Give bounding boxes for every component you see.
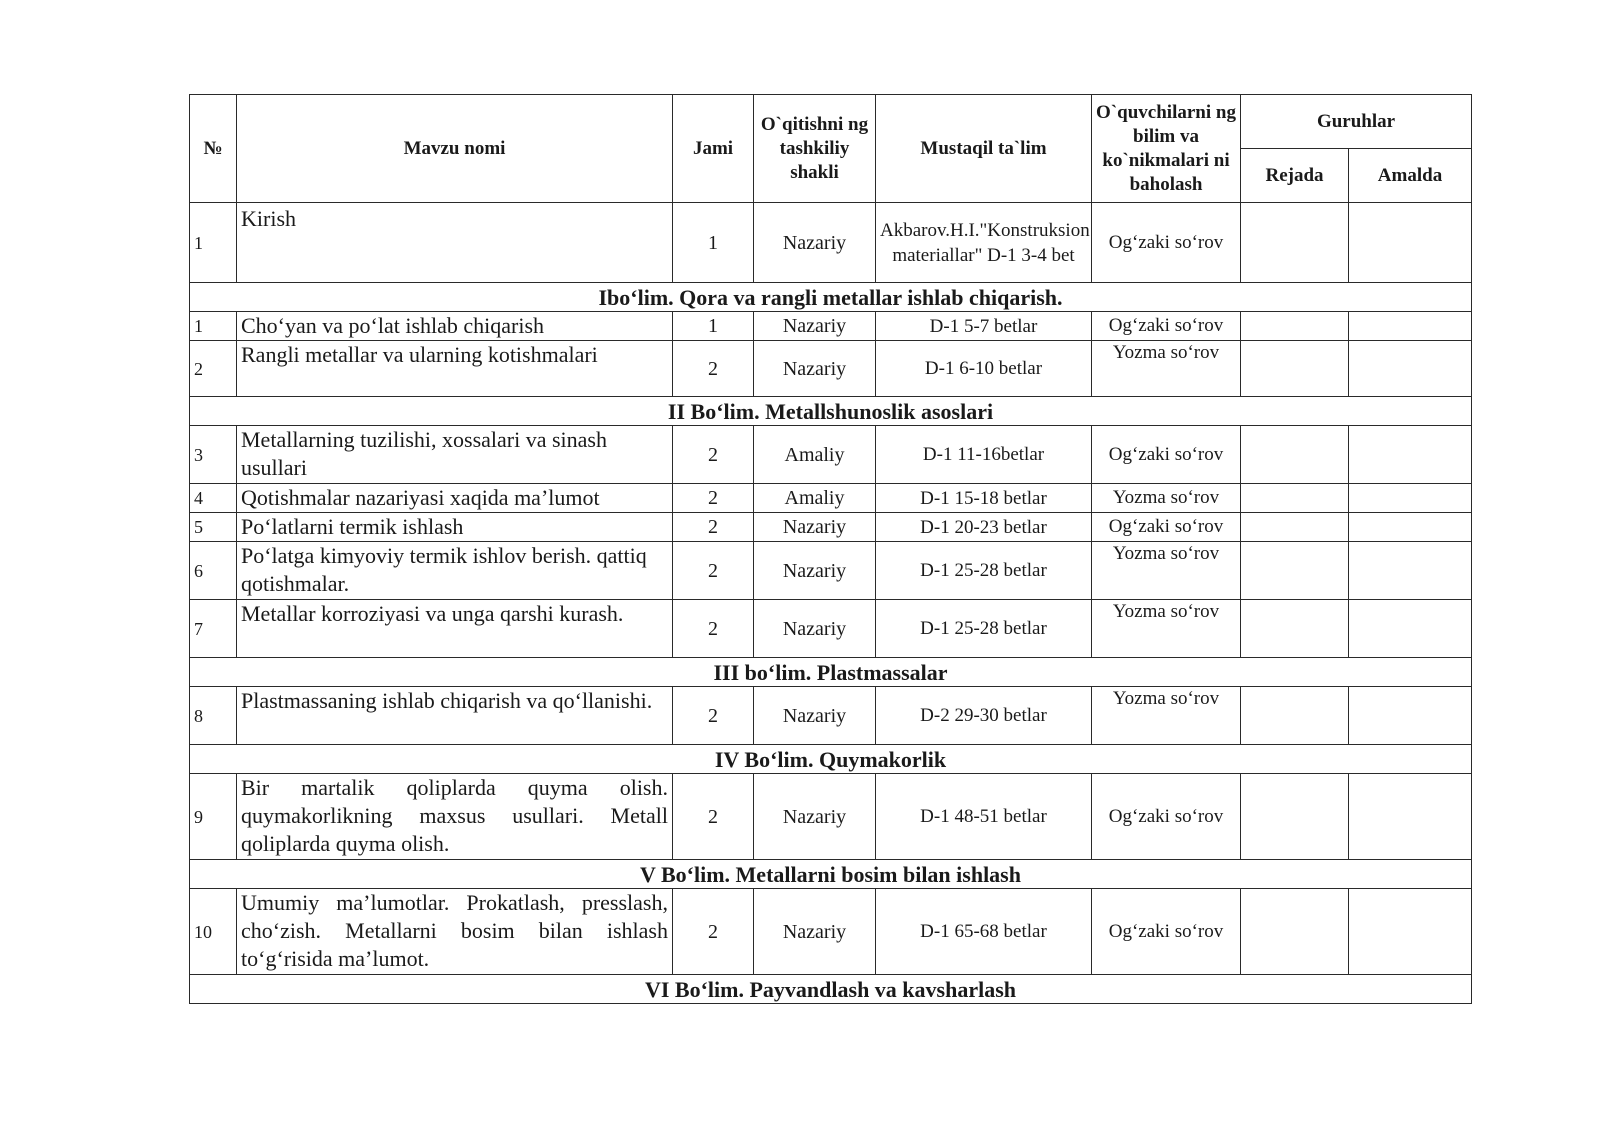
section-header-4 bbox=[190, 745, 1472, 774]
row-assessment: Yozma so‘rov bbox=[1092, 687, 1241, 745]
row-assessment: Og‘zaki so‘rov bbox=[1092, 312, 1241, 341]
header-plan: Rejada bbox=[1241, 149, 1349, 203]
header-groups: Guruhlar bbox=[1241, 95, 1472, 149]
row-assessment: Og‘zaki so‘rov bbox=[1092, 889, 1241, 975]
row-assessment: Og‘zaki so‘rov bbox=[1092, 426, 1241, 484]
header-self-study: Mustaqil ta`lim bbox=[876, 95, 1092, 203]
row-actual bbox=[1349, 312, 1472, 341]
row-form: Nazariy bbox=[754, 774, 876, 860]
header-assessment: O`quvchilarni ng bilim va ko`nikmalari ni baholash bbox=[1092, 95, 1241, 203]
row-actual bbox=[1349, 542, 1472, 600]
row-plan bbox=[1241, 687, 1349, 745]
row-self-study: D-1 11-16betlar bbox=[876, 426, 1092, 484]
row-self-study: D-1 15-18 betlar bbox=[876, 484, 1092, 513]
section-header-1 bbox=[190, 283, 1472, 312]
row-total: 2 bbox=[673, 687, 754, 745]
row-num: 4 bbox=[190, 484, 237, 513]
section-header-6 bbox=[190, 975, 1472, 1004]
header-form: O`qitishni ng tashkiliy shakli bbox=[754, 95, 876, 203]
row-self-study: D-1 20-23 betlar bbox=[876, 513, 1092, 542]
row-total: 2 bbox=[673, 484, 754, 513]
row-actual bbox=[1349, 426, 1472, 484]
row-total: 2 bbox=[673, 774, 754, 860]
row-plan bbox=[1241, 312, 1349, 341]
row-plan bbox=[1241, 484, 1349, 513]
row-topic: Metallarning tuzilishi, xossalari va sinash usullari bbox=[237, 426, 673, 484]
row-num: 1 bbox=[190, 203, 237, 283]
row-form: Nazariy bbox=[754, 312, 876, 341]
row-self-study: D-2 29-30 betlar bbox=[876, 687, 1092, 745]
section-title: IV Bo‘lim. Quymakorlik bbox=[190, 745, 1472, 774]
row-total: 2 bbox=[673, 426, 754, 484]
row-self-study: D-1 65-68 betlar bbox=[876, 889, 1092, 975]
row-form: Nazariy bbox=[754, 542, 876, 600]
row-topic: Rangli metallar va ularning kotishmalari bbox=[237, 341, 673, 397]
section-header-2 bbox=[190, 397, 1472, 426]
row-self-study: D-1 25-28 betlar bbox=[876, 542, 1092, 600]
row-form: Nazariy bbox=[754, 600, 876, 658]
row-form: Amaliy bbox=[754, 426, 876, 484]
row-self-study: D-1 5-7 betlar bbox=[876, 312, 1092, 341]
row-form: Nazariy bbox=[754, 889, 876, 975]
row-plan bbox=[1241, 513, 1349, 542]
row-plan bbox=[1241, 542, 1349, 600]
row-form: Nazariy bbox=[754, 341, 876, 397]
row-num: 3 bbox=[190, 426, 237, 484]
row-topic: Qotishmalar nazariyasi xaqida ma’lumot bbox=[237, 484, 673, 513]
header-actual: Amalda bbox=[1349, 149, 1472, 203]
row-total: 2 bbox=[673, 542, 754, 600]
table-row bbox=[190, 889, 1472, 975]
row-plan bbox=[1241, 341, 1349, 397]
section-title: Ibo‘lim. Qora va rangli metallar ishlab chiqarish. bbox=[190, 283, 1472, 312]
table-row bbox=[190, 542, 1472, 600]
table-row bbox=[190, 687, 1472, 745]
row-self-study: D-1 48-51 betlar bbox=[876, 774, 1092, 860]
row-form: Nazariy bbox=[754, 687, 876, 745]
table-row bbox=[190, 774, 1472, 860]
row-topic: Umumiy ma’lumotlar. Prokatlash, presslash, cho‘zish. Metallarni bosim bilan ishlash to‘g‘risida ma’lumot. bbox=[237, 889, 673, 975]
row-topic: Bir martalik qoliplarda quyma olish. quymakorlikning maxsus usullari. Metall qoliplarda quyma olish. bbox=[237, 774, 673, 860]
row-total: 2 bbox=[673, 889, 754, 975]
section-title: III bo‘lim. Plastmassalar bbox=[190, 658, 1472, 687]
row-plan bbox=[1241, 426, 1349, 484]
row-form: Amaliy bbox=[754, 484, 876, 513]
section-header-5 bbox=[190, 860, 1472, 889]
row-num: 10 bbox=[190, 889, 237, 975]
row-num: 9 bbox=[190, 774, 237, 860]
row-topic: Plastmassaning ishlab chiqarish va qo‘llanishi. bbox=[237, 687, 673, 745]
section-title: II Bo‘lim. Metallshunoslik asoslari bbox=[190, 397, 1472, 426]
row-form: Nazariy bbox=[754, 513, 876, 542]
row-total: 1 bbox=[673, 203, 754, 283]
row-actual bbox=[1349, 889, 1472, 975]
row-assessment: Og‘zaki so‘rov bbox=[1092, 513, 1241, 542]
row-topic: Cho‘yan va po‘lat ishlab chiqarish bbox=[237, 312, 673, 341]
row-actual bbox=[1349, 687, 1472, 745]
section-header-3 bbox=[190, 658, 1472, 687]
row-num: 8 bbox=[190, 687, 237, 745]
table-row bbox=[190, 312, 1472, 341]
row-topic: Kirish bbox=[237, 203, 673, 283]
row-total: 2 bbox=[673, 513, 754, 542]
row-self-study: Akbarov.H.I."Konstruksion materiallar" D-1 3-4 bet bbox=[876, 203, 1092, 283]
row-assessment: Og‘zaki so‘rov bbox=[1092, 203, 1241, 283]
curriculum-table bbox=[189, 94, 1472, 1004]
header-total: Jami bbox=[673, 95, 754, 203]
table-row bbox=[190, 484, 1472, 513]
row-num: 1 bbox=[190, 312, 237, 341]
row-topic: Po‘latga kimyoviy termik ishlov berish. qattiq qotishmalar. bbox=[237, 542, 673, 600]
row-plan bbox=[1241, 889, 1349, 975]
row-assessment: Og‘zaki so‘rov bbox=[1092, 774, 1241, 860]
row-assessment: Yozma so‘rov bbox=[1092, 484, 1241, 513]
row-actual bbox=[1349, 600, 1472, 658]
row-total: 1 bbox=[673, 312, 754, 341]
row-plan bbox=[1241, 774, 1349, 860]
row-assessment: Yozma so‘rov bbox=[1092, 600, 1241, 658]
row-total: 2 bbox=[673, 600, 754, 658]
row-num: 7 bbox=[190, 600, 237, 658]
row-plan bbox=[1241, 600, 1349, 658]
row-actual bbox=[1349, 203, 1472, 283]
row-num: 5 bbox=[190, 513, 237, 542]
row-self-study: D-1 6-10 betlar bbox=[876, 341, 1092, 397]
row-plan bbox=[1241, 203, 1349, 283]
row-total: 2 bbox=[673, 341, 754, 397]
header-row bbox=[190, 95, 1472, 149]
row-actual bbox=[1349, 513, 1472, 542]
row-self-study: D-1 25-28 betlar bbox=[876, 600, 1092, 658]
row-topic: Po‘latlarni termik ishlash bbox=[237, 513, 673, 542]
row-assessment: Yozma so‘rov bbox=[1092, 542, 1241, 600]
table-row bbox=[190, 513, 1472, 542]
row-actual bbox=[1349, 774, 1472, 860]
header-topic: Mavzu nomi bbox=[237, 95, 673, 203]
row-actual bbox=[1349, 484, 1472, 513]
row-actual bbox=[1349, 341, 1472, 397]
row-form: Nazariy bbox=[754, 203, 876, 283]
section-title: VI Bo‘lim. Payvandlash va kavsharlash bbox=[190, 975, 1472, 1004]
section-title: V Bo‘lim. Metallarni bosim bilan ishlash bbox=[190, 860, 1472, 889]
table-row bbox=[190, 426, 1472, 484]
table-row-intro bbox=[190, 203, 1472, 283]
table-row bbox=[190, 341, 1472, 397]
row-topic: Metallar korroziyasi va unga qarshi kurash. bbox=[237, 600, 673, 658]
table-row bbox=[190, 600, 1472, 658]
row-assessment: Yozma so‘rov bbox=[1092, 341, 1241, 397]
header-num: № bbox=[190, 95, 237, 203]
row-num: 6 bbox=[190, 542, 237, 600]
row-num: 2 bbox=[190, 341, 237, 397]
